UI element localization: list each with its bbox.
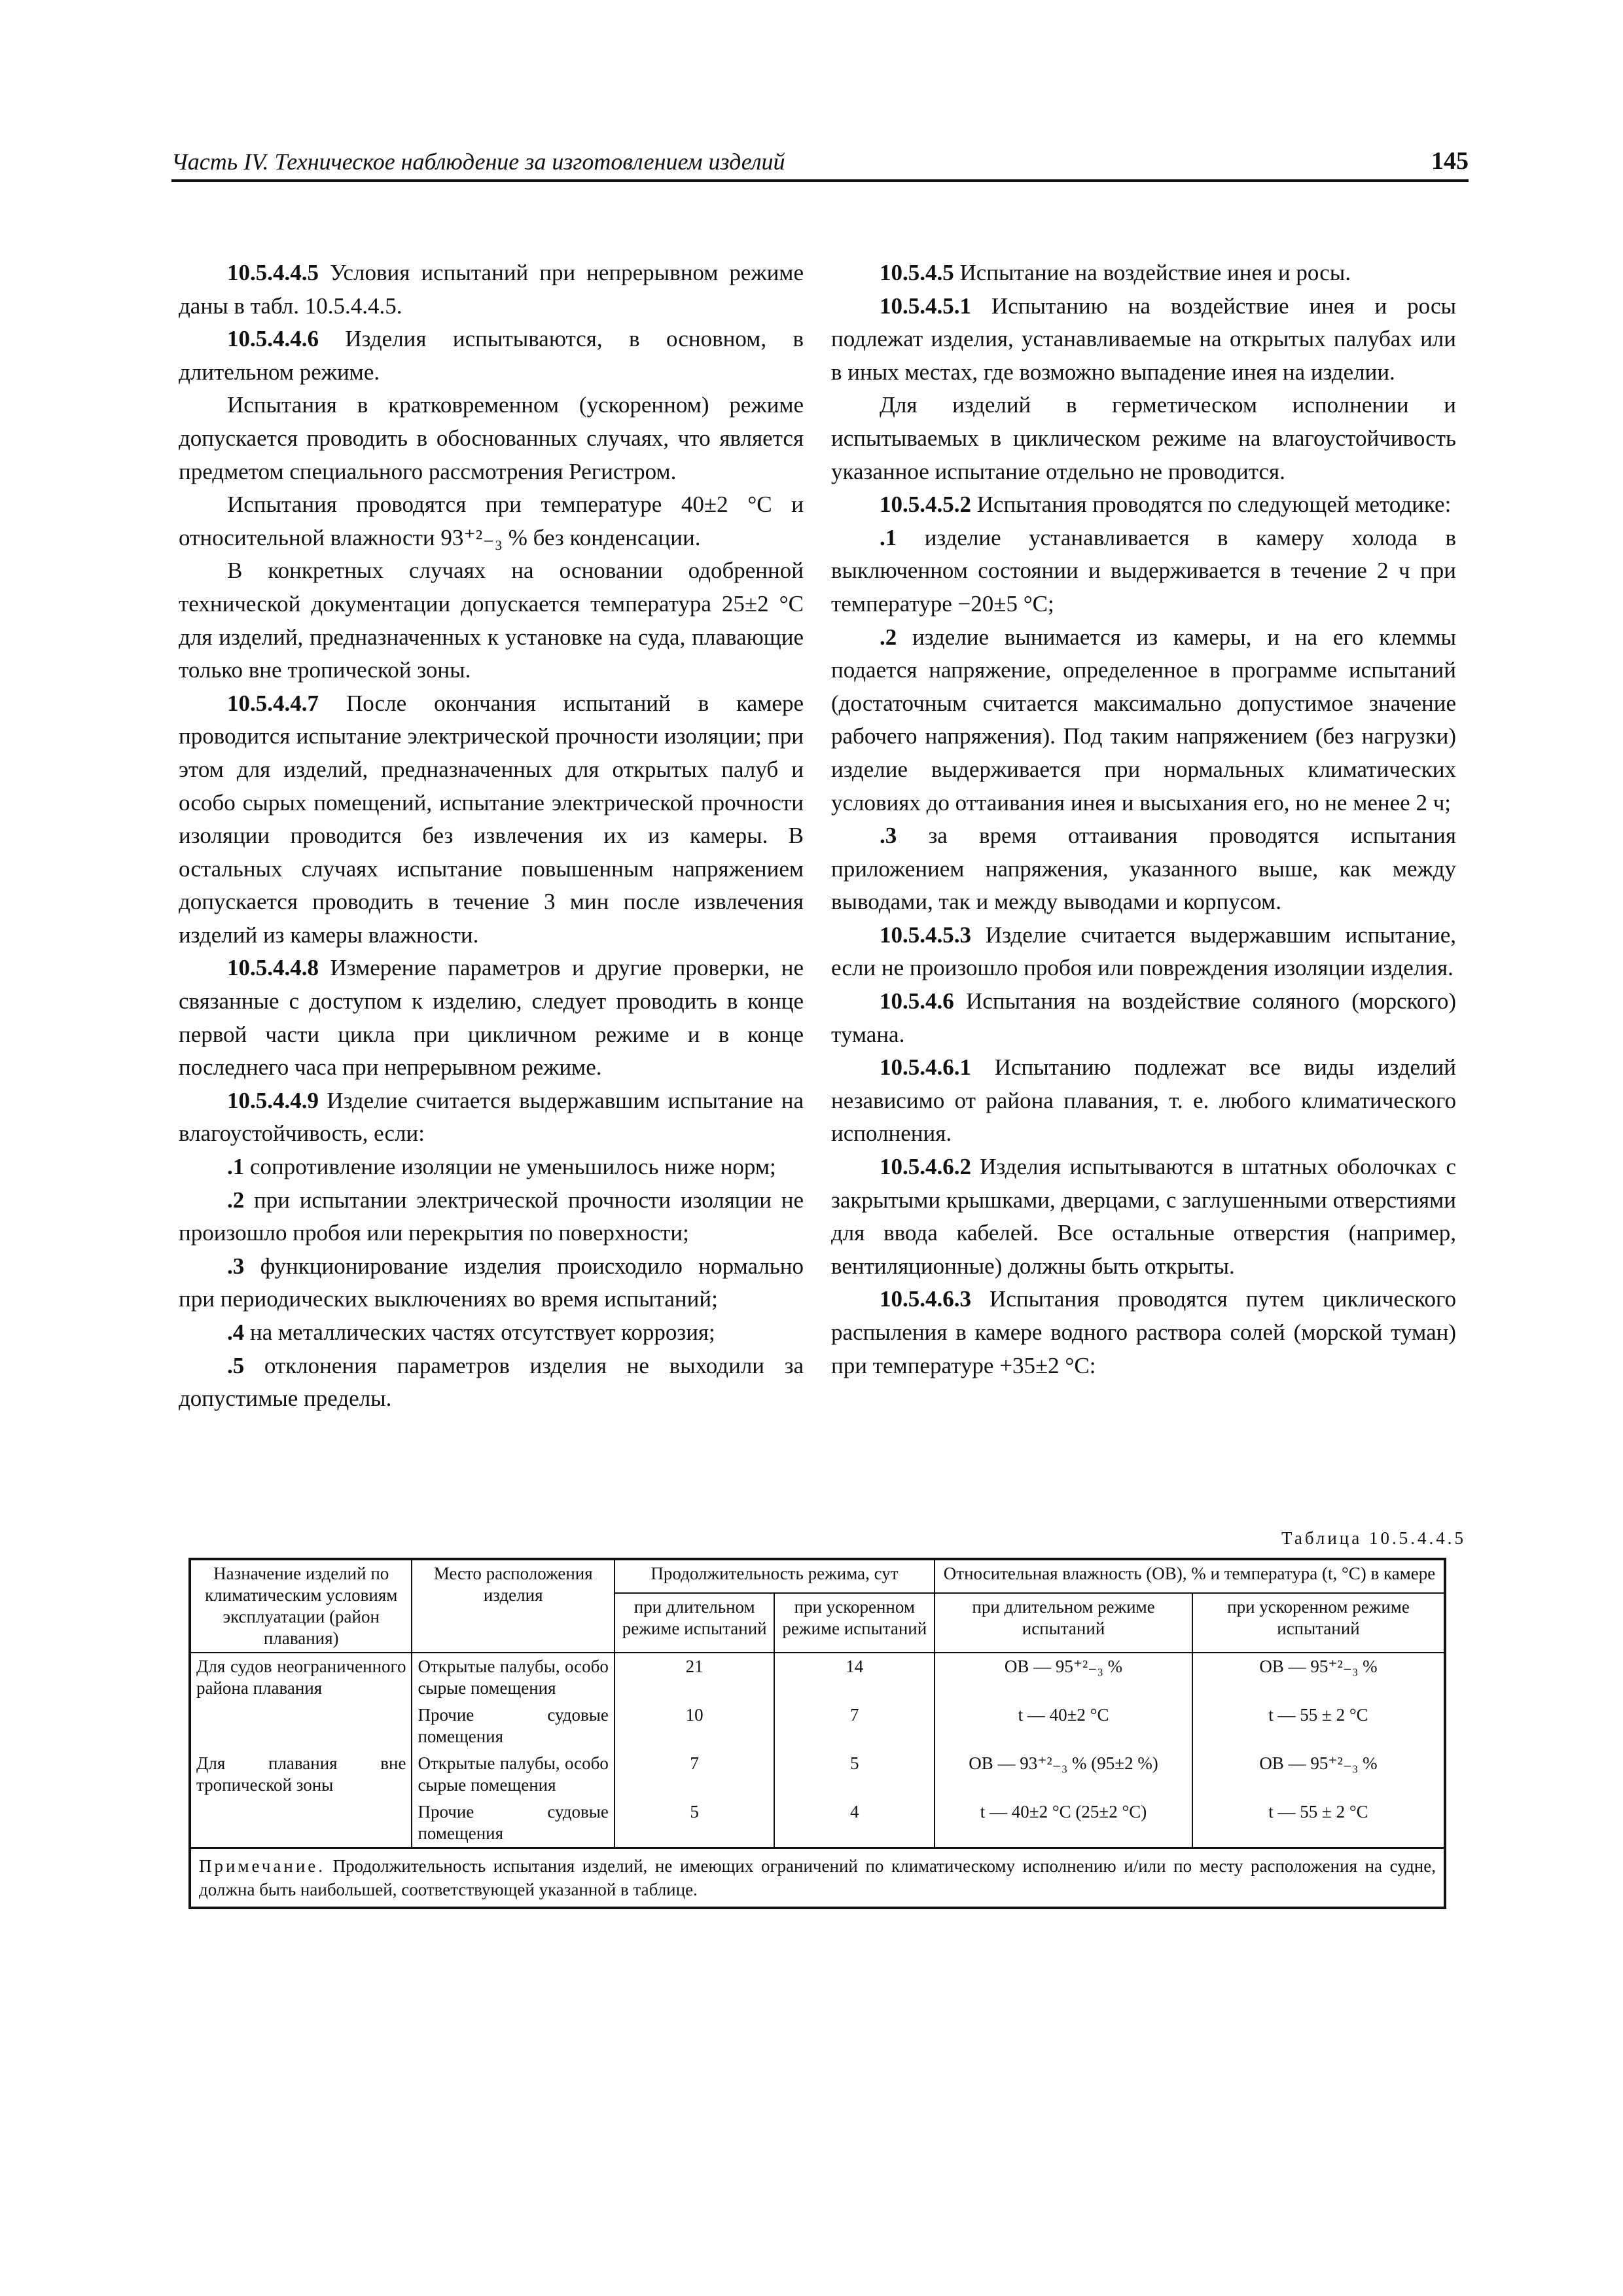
paragraph: 10.5.4.5.1 Испытанию на воздействие инея и росы подлежат изделия, устанавливаемые на открытых палубах или в иных местах, где возможно выпадение инея на изделии. [831,293,1456,385]
list-item: .1 изделие устанавливается в камеру холода в выключенном состоянии и выдерживается в течение 2 ч при температуре −20±5 °С; [831,524,1456,617]
paragraph: 10.5.4.5.2 Испытания проводятся по следующей методике: [880,492,1452,518]
header-long-mode: при длительном режиме испытаний [615,1593,775,1653]
list-item: .3 за время оттаивания проводятся испытания приложением напряжения, указанного выше, как между выводами, так и между выводами и корпусом. [831,823,1456,915]
note-label: Примечание. [199,1856,326,1876]
list-item: .4 на металлических частях отсутствует коррозия; [227,1319,715,1345]
paragraph: 10.5.4.4.5 Условия испытаний при непрерывном режиме даны в табл. 10.5.4.4.5. [179,260,804,319]
paragraph: 10.5.4.6 Испытания на воздействие соляного (морского) тумана. [831,988,1456,1047]
right-column [831,257,1456,1382]
page-header [171,145,1469,182]
paragraph: 10.5.4.5.3 Изделие считается выдержавшим испытание, если не произошло пробоя или повреждения изоляции изделия. [831,922,1456,981]
header-fast-mode: при ускоренном режиме испытаний [774,1593,935,1653]
paragraph: Для изделий в герметическом исполнении и испытываемых в циклическом режиме на влагоустойчивость указанное испытание отдельно не проводится. [831,392,1456,484]
list-item: .5 отклонения параметров изделия не выходили за допустимые пределы. [179,1352,804,1412]
paragraph: В конкретных случаях на основании одобренной технической документации допускается температура 25±2 °С для изделий, предназначенных к установке на суда, плавающие только вне тропической зоны. [179,558,804,683]
running-title: Часть IV. Техническое наблюдение за изготовлением изделий [171,149,785,175]
left-column [179,257,804,1416]
header-location: Место расположения изделия [412,1559,614,1653]
list-item: .1 сопротивление изоляции не уменьшилось ниже норм; [227,1154,776,1180]
paragraph: 10.5.4.4.8 Измерение параметров и другие проверки, не связанные с доступом к изделию, следует проводить в конце первой части цикла при цикличном режиме и в конце последнего часа при непрерывном режиме. [179,955,804,1081]
paragraph: 10.5.4.6.3 Испытания проводятся путем циклического распыления в камере водного раствора солей (морской туман) при температуре +35±2 °С: [831,1286,1456,1378]
table-caption: Таблица 10.5.4.4.5 [1281,1528,1466,1548]
paragraph: 10.5.4.4.9 Изделие считается выдержавшим испытание на влагоустойчивость, если: [179,1087,804,1147]
page-number: 145 [1431,147,1469,175]
table-note [190,1848,1445,1909]
paragraph: Испытания проводятся при температуре 40±2 °С и относительной влажности 93⁺²₋₃ % без конденсации. [179,492,804,550]
note-text: Продолжительность испытания изделий, не имеющих ограничений по климатическому исполнению и/или по месту расположения на судне, должна быть наибольшей, соответствующей указанной в таблице. [199,1856,1436,1899]
table-row: Для судов неограниченного района плавания Открытые палубы, особо сырые помещения 21 14 ОВ — 95⁺²₋₃ % ОВ — 95⁺²₋₃ % [190,1653,1445,1702]
conditions-table [188,1558,1446,1909]
list-item: .2 при испытании электрической прочности изоляции не произошло пробоя или перекрытия по поверхности; [179,1187,804,1246]
header-humidity: Относительная влажность (ОВ), % и температура (t, °С) в камере [935,1559,1445,1593]
paragraph: 10.5.4.6.1 Испытанию подлежат все виды изделий независимо от района плавания, т. е. любого климатического исполнения. [831,1054,1456,1147]
table-row: Для плавания вне тропической зоны Открытые палубы, особо сырые помещения 7 5 ОВ — 93⁺²₋₃ % (95±2 %) ОВ — 95⁺²₋₃ % [190,1750,1445,1799]
table-row: Прочие судовые помещения 10 7 t — 40±2 °С t — 55 ± 2 °С [190,1702,1445,1750]
paragraph: 10.5.4.4.6 Изделия испытываются, в основном, в длительном режиме. [179,326,804,385]
header-long-mode-2: при длительном режиме испытаний [935,1593,1192,1653]
paragraph: 10.5.4.6.2 Изделия испытываются в штатных оболочках с закрытыми крышками, дверцами, с заглушенными отверстиями для ввода кабелей. Все остальные отверстия (например, вентиляционные) должны быть открыты. [831,1154,1456,1279]
paragraph: Испытания в кратковременном (ускоренном) режиме допускается проводить в обоснованных случаях, что является предметом специального рассмотрения Регистром. [179,392,804,484]
list-item: .2 изделие вынимается из камеры, и на его клеммы подается напряжение, определенное в программе испытаний (достаточным считается максимально допустимое значение рабочего напряжения). Под таким напряжением (без нагрузки) изделие выдерживается при нормальных климатических условиях до оттаивания инея и высыхания его, но не менее 2 ч; [831,624,1456,816]
paragraph: 10.5.4.5 Испытание на воздействие инея и росы. [880,260,1351,285]
paragraph: 10.5.4.4.7 После окончания испытаний в камере проводится испытание электрической прочности изоляции; при этом для изделий, предназначенных для открытых палуб и особо сырых помещений, испытание электрической прочности изоляции проводится без извлечения их из камеры. В остальных случаях испытание повышенным напряжением допускается проводить в течение 3 мин после извлечения изделий из камеры влажности. [179,690,804,948]
header-fast-mode-2: при ускоренном режиме испытаний [1192,1593,1445,1653]
table-row: Прочие судовые помещения 5 4 t — 40±2 °С (25±2 °С) t — 55 ± 2 °С [190,1799,1445,1848]
header-purpose: Назначение изделий по климатическим условиям эксплуатации (район плавания) [190,1559,412,1653]
header-duration: Продолжительность режима, сут [615,1559,935,1593]
list-item: .3 функционирование изделия происходило нормально при периодических выключениях во время испытаний; [179,1253,804,1312]
